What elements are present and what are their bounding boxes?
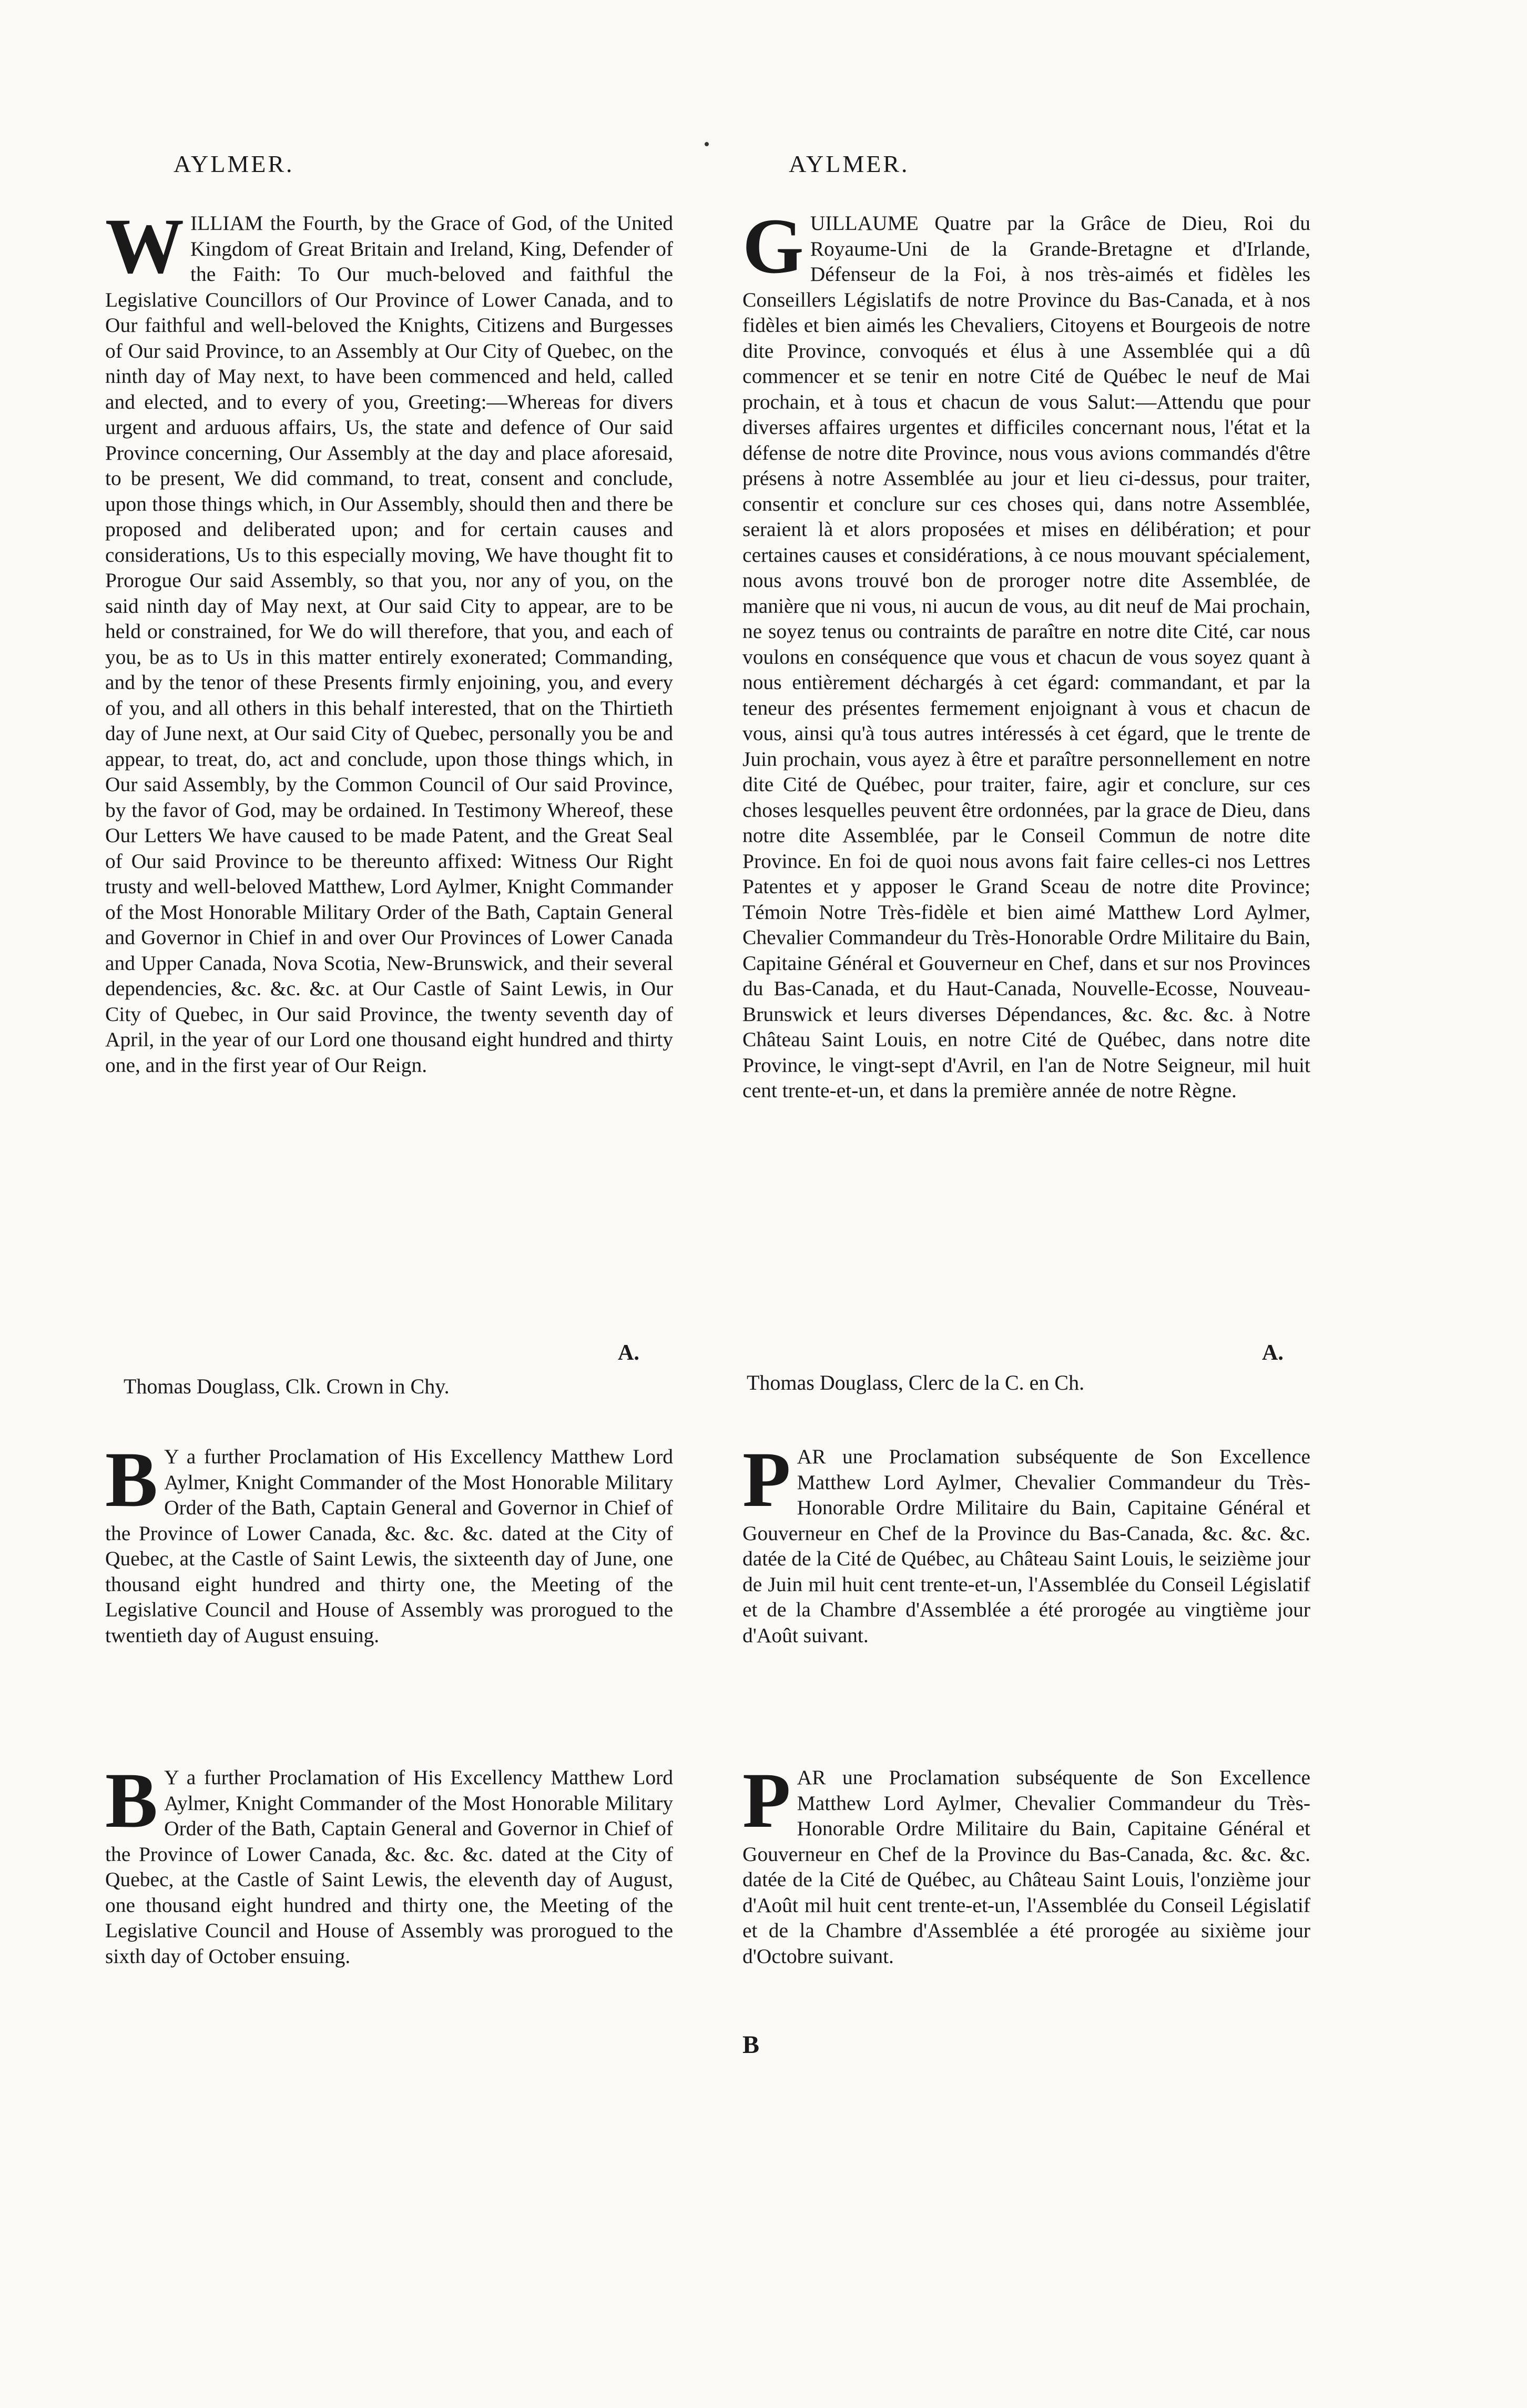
proclamation-english-2 — [105, 1436, 673, 1648]
signature-mark: B — [742, 2031, 760, 2059]
proclamation-text: UILLAUME Quatre par la Grâce de Dieu, Roi du Royaume-Uni de la Grande-Bretagne et d'Irlande, Défenseur de la Foi, à nos très-aimés et fidèles les Conseillers Législatifs de notre Province du Bas-Canada, et à nos fidèles et bien aimés les Chevaliers, Citoyens et Bourgeois de notre dite Province, convoqués et élus à une Assemblée qui a dû commencer et se tenir en notre Cité de Québec le neuf de Mai prochain, et à tous et chacun de vous Salut:—Attendu que pour diverses affaires urgentes et difficiles concernant nous, l'état et la défense de notre dite Province, nous vous avions commandés d'être présens à notre Assemblée au jour et lieu ci-dessus, pour traiter, consentir et conclure sur ces choses qui, dans notre Assemblée, seraient là et alors proposées et mises en délibération; et pour certaines causes et considérations, à ce nous mouvant spécialement, nous avons trouvé bon de proroger notre dite Assemblée, de manière que ni vous, ni aucun de vous, au dit neuf de Mai prochain, ne soyez tenus ou contraints de paraître en notre dite Cité, car nous voulons en conséquence que vous et chacun de vous soyez quant à nous entièrement déchargés à cet égard: commandant, et par la teneur des présentes fermement enjoignant à vous et chacun de vous, ainsi qu'à tous autres intéressés à cet égard, que le trente de Juin prochain, vous ayez à être et paraître personnellement en notre dite Cité de Québec, pour traiter, faire, agir et conclure, sur ces choses lesquelles peuvent être ordonnées, par la grace de Dieu, dans notre dite Assemblée, par le Conseil Commun de notre dite Province. En foi de quoi nous avons fait faire celles-ci nos Lettres Patentes et y apposer le Grand Sceau de notre dite Province; Témoin Notre Très-fidèle et bien aimé Matthew Lord Aylmer, Chevalier Commandeur du Très-Honorable Ordre Militaire du Bain, Capitaine Général et Gouverneur en Chef, dans et sur nos Provinces du Bas-Canada, et du Haut-Canada, Nouvelle-Ecosse, Nouveau-Brunswick et leurs diverses Dépendances, &c. &c. &c. à Notre Château Saint Louis, en notre Cité de Québec, dans notre dite Province, le vingt-sept d'Avril, en l'an de Notre Seigneur, mil huit cent trente-et-un, et dans la première année de notre Règne. — [742, 211, 1310, 1102]
proclamation-english-3 — [105, 1757, 673, 1969]
initial-mark-right: A. — [1262, 1341, 1284, 1365]
proclamation-french-3 — [742, 1757, 1310, 1969]
drop-cap: W — [105, 203, 184, 290]
ink-speck — [705, 142, 709, 146]
clerk-signature-left: Thomas Douglass, Clk. Crown in Chy. — [124, 1374, 450, 1398]
proclamation-text: AR une Proclamation subséquente de Son Excellence Matthew Lord Aylmer, Chevalier Commandeur du Très-Honorable Ordre Militaire du Bain, Capitaine Général et Gouverneur en Chef de la Province du Bas-Canada, &c. &c. &c. datée de la Cité de Québec, au Château Saint Louis, l'onzième jour d'Août mil huit cent trente-et-un, l'Assemblée du Conseil Législatif et de la Chambre d'Assemblée a été prorogée au sixième jour d'Octobre suivant. — [742, 1766, 1310, 1968]
clerk-signature-right: Thomas Douglass, Clerc de la C. en Ch. — [747, 1371, 1085, 1394]
proclamation-text: Y a further Proclamation of His Excellency Matthew Lord Aylmer, Knight Commander of the Most Honorable Military Order of the Bath, Captain General and Governor in Chief of the Province of Lower Canada, &c. &c. &c. dated at the City of Quebec, at the Castle of Saint Lewis, the eleventh day of August, one thousand eight hundred and thirty one, the Meeting of the Legislative Council and House of Assembly was prorogued to the sixth day of October ensuing. — [105, 1766, 673, 1968]
running-head-left: AYLMER. — [174, 150, 294, 177]
drop-cap: B — [105, 1757, 158, 1844]
drop-cap: G — [742, 203, 804, 290]
proclamation-text: AR une Proclamation subséquente de Son Excellence Matthew Lord Aylmer, Chevalier Commandeur du Très-Honorable Ordre Militaire du Bain, Capitaine Général et Gouverneur en Chef de la Province du Bas-Canada, &c. &c. &c. datée de la Cité de Québec, au Château Saint Louis, le seizième jour de Juin mil huit cent trente-et-un, l'Assemblée du Conseil Législatif et de la Chambre d'Assemblée a été prorogée au vingtième jour d'Août suivant. — [742, 1445, 1310, 1647]
drop-cap: P — [742, 1757, 791, 1844]
drop-cap: P — [742, 1436, 791, 1523]
running-head-right: AYLMER. — [789, 150, 910, 177]
initial-mark-left: A. — [618, 1341, 639, 1365]
proclamation-french-2 — [742, 1436, 1310, 1648]
proclamation-text: Y a further Proclamation of His Excellency Matthew Lord Aylmer, Knight Commander of the Most Honorable Military Order of the Bath, Captain General and Governor in Chief of the Province of Lower Canada, &c. &c. &c. dated at the City of Quebec, at the Castle of Saint Lewis, the sixteenth day of June, one thousand eight hundred and thirty one, the Meeting of the Legislative Council and House of Assembly was prorogued to the twentieth day of August ensuing. — [105, 1445, 673, 1647]
proclamation-english — [105, 203, 673, 1078]
drop-cap: B — [105, 1436, 158, 1523]
proclamation-french — [742, 203, 1310, 1104]
proclamation-text: ILLIAM the Fourth, by the Grace of God, of the United Kingdom of Great Britain and Ireland, King, Defender of the Faith: To Our much-beloved and faithful the Legislative Councillors of Our Province of Lower Canada, and to Our faithful and well-beloved the Knights, Citizens and Burgesses of Our said Province, to an Assembly at Our City of Quebec, on the ninth day of May next, to have been commenced and held, called and elected, and to every of you, Greeting:—Whereas for divers urgent and arduous affairs, Us, the state and defence of Our said Province concerning, Our Assembly at the day and place aforesaid, to be present, We did command, to treat, consent and conclude, upon those things which, in Our Assembly, should then and there be proposed and deliberated upon; and for certain causes and considerations, Us to this especially moving, We have thought fit to Prorogue Our said Assembly, so that you, nor any of you, on the said ninth day of May next, at Our said City to appear, are to be held or constrained, for We do will therefore, that you, and each of you, be as to Us in this matter entirely exonerated; Commanding, and by the tenor of these Presents firmly enjoining, you, and every of you, and all others in this behalf interested, that on the Thirtieth day of June next, at Our said City of Quebec, personally you be and appear, to treat, do, act and conclude, upon those things which, in Our said Assembly, by the Common Council of Our said Province, by the favor of God, may be ordained. In Testimony Whereof, these Our Letters We have caused to be made Patent, and the Great Seal of Our said Province to be thereunto affixed: Witness Our Right trusty and well-beloved Matthew, Lord Aylmer, Knight Commander of the Most Honorable Military Order of the Bath, Captain General and Governor in Chief in and over Our Provinces of Lower Canada and Upper Canada, Nova Scotia, New-Brunswick, and their several dependencies, &c. &c. &c. at Our Castle of Saint Lewis, in Our City of Quebec, in Our said Province, the twenty seventh day of April, in the year of our Lord one thousand eight hundred and thirty one, and in the first year of Our Reign. — [105, 211, 673, 1077]
